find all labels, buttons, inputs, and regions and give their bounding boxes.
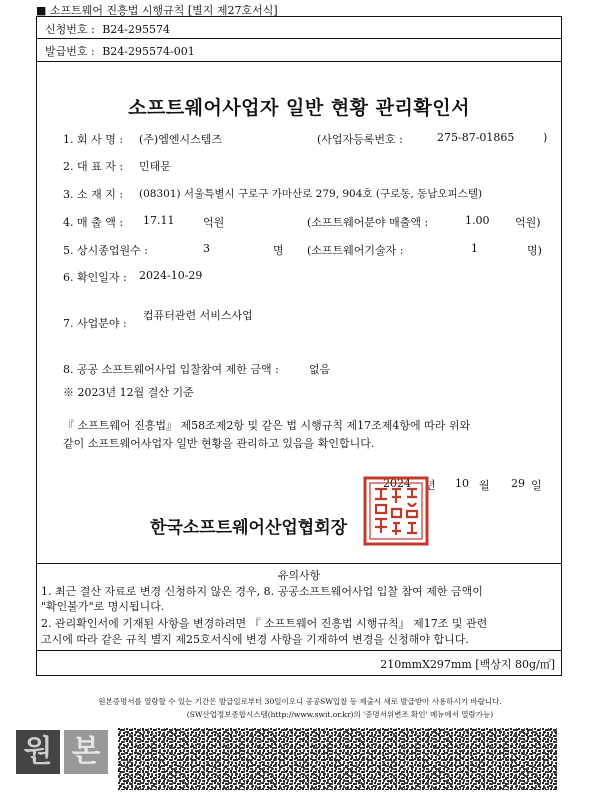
divider xyxy=(37,563,561,564)
notes-title: 유의사항 xyxy=(277,569,321,582)
logo-char-1: 원 xyxy=(16,730,60,774)
confirm-date-value: 2024-10-29 xyxy=(139,269,203,282)
note-line-1: 1. 최근 결산 자료로 변경 신청하지 않은 경우, 8. 공공소프트웨어사업 입찰 참여 제한 금액이 xyxy=(41,585,483,598)
issue-number-line xyxy=(45,43,195,59)
note-line-4: 고시에 따라 같은 규칙 별지 제25호서식에 변경 사항을 기재하여 변경을 신청해야 합니다. xyxy=(41,633,469,646)
application-number: B24-295574 xyxy=(102,23,171,36)
sales-value: 17.11 xyxy=(143,214,175,227)
sw-sales-label: (소프트웨어분야 매출액 : xyxy=(307,216,429,229)
statement-line-1: 『 소프트웨어 진흥법』 제58조제2항 및 같은 법 시행규칙 제17조제4항에 따라 위와 xyxy=(63,419,471,432)
statement-line-2: 같이 소프트웨어사업자 일반 현황을 관리하고 있음을 확인합니다. xyxy=(63,437,375,450)
sw-sales-value: 1.00 xyxy=(465,214,490,227)
certificate-frame xyxy=(36,16,562,676)
company-name: (주)엠엔시스템즈 xyxy=(139,133,222,146)
business-field-value: 컴퓨터관련 서비스사업 xyxy=(143,309,253,322)
sales-label: 4. 매 출 액 : xyxy=(63,216,124,229)
application-number-label: 신청번호 : xyxy=(45,23,95,36)
engineers-label: (소프트웨어기술자 : xyxy=(307,244,404,257)
form-header: ■ 소프트웨어 진흥법 시행규칙 [별지 제27호서식] xyxy=(36,4,278,17)
ceo-label: 2. 대 표 자 : xyxy=(63,160,124,173)
document-title: 소프트웨어사업자 일반 현황 관리확인서 xyxy=(128,97,470,119)
issue-month: 10 xyxy=(455,477,469,490)
divider xyxy=(37,38,561,39)
confirm-date-label: 6. 확인일자 : xyxy=(63,271,127,284)
business-field-label: 7. 사업분야 : xyxy=(63,317,127,330)
sw-sales-unit: 억원) xyxy=(515,216,541,229)
employees-label: 5. 상시종업원수 : xyxy=(63,244,148,257)
employees-unit: 명 xyxy=(273,244,284,257)
restriction-label: 8. 공공 소프트웨어사업 입찰참여 제한 금액 : xyxy=(63,363,279,376)
logo-char-2: 본 xyxy=(64,730,108,774)
business-reg-label: (사업자등록번호 : xyxy=(317,133,403,146)
company-label: 1. 회 사 명 : xyxy=(63,133,124,146)
divider xyxy=(37,650,561,651)
verification-barcode-icon xyxy=(118,728,558,790)
issue-number: B24-295574-001 xyxy=(102,45,195,58)
application-number-line xyxy=(45,21,170,37)
business-reg-close: ) xyxy=(543,131,548,144)
issue-day: 29 xyxy=(511,477,525,490)
address-value: (08301) 서울특별시 구로구 가마산로 279, 904호 (구로동, 동남오피스텔) xyxy=(139,188,483,200)
engineers-value: 1 xyxy=(471,242,478,255)
issuer-name: 한국소프트웨어산업협회장 xyxy=(150,518,348,538)
ceo-name: 민태문 xyxy=(139,160,171,173)
sales-unit: 억원 xyxy=(203,216,225,229)
issue-number-label: 발급번호 : xyxy=(45,45,95,58)
employees-value: 3 xyxy=(203,242,210,255)
paper-size: 210mmX297mm [백상지 80g/㎡] xyxy=(380,658,555,671)
business-reg-number: 275-87-01865 xyxy=(437,131,515,144)
engineers-unit: 명) xyxy=(527,244,542,257)
issue-year: 2024 xyxy=(383,477,411,490)
year-unit: 년 xyxy=(425,479,436,492)
footer-line-1: 원본증명서를 열람할 수 있는 기간은 발급일로부터 30일이오니 공공SW입찰 등 제출시 새로 발급받아 사용하시기 바랍니다. xyxy=(98,697,502,706)
address-label: 3. 소 재 지 : xyxy=(63,188,124,201)
divider xyxy=(37,61,561,62)
restriction-value: 없음 xyxy=(309,363,331,376)
note-line-3: 2. 관리확인서에 기재된 사항을 변경하려면 『 소프트웨어 진흥법 시행규칙』 제17조 및 관련 xyxy=(41,617,488,630)
basis-note: ※ 2023년 12월 결산 기준 xyxy=(63,386,194,399)
day-unit: 일 xyxy=(531,479,542,492)
month-unit: 월 xyxy=(479,479,490,492)
note-line-2: "확인불가"로 명시됩니다. xyxy=(41,600,165,613)
official-seal-icon xyxy=(362,475,430,547)
footer-line-2: (SW산업정보종합시스템(http://www.swit.or.kr)의 '증명서위변조 확인' 메뉴에서 열람가능) xyxy=(186,710,494,719)
original-mark-logo xyxy=(16,730,111,776)
